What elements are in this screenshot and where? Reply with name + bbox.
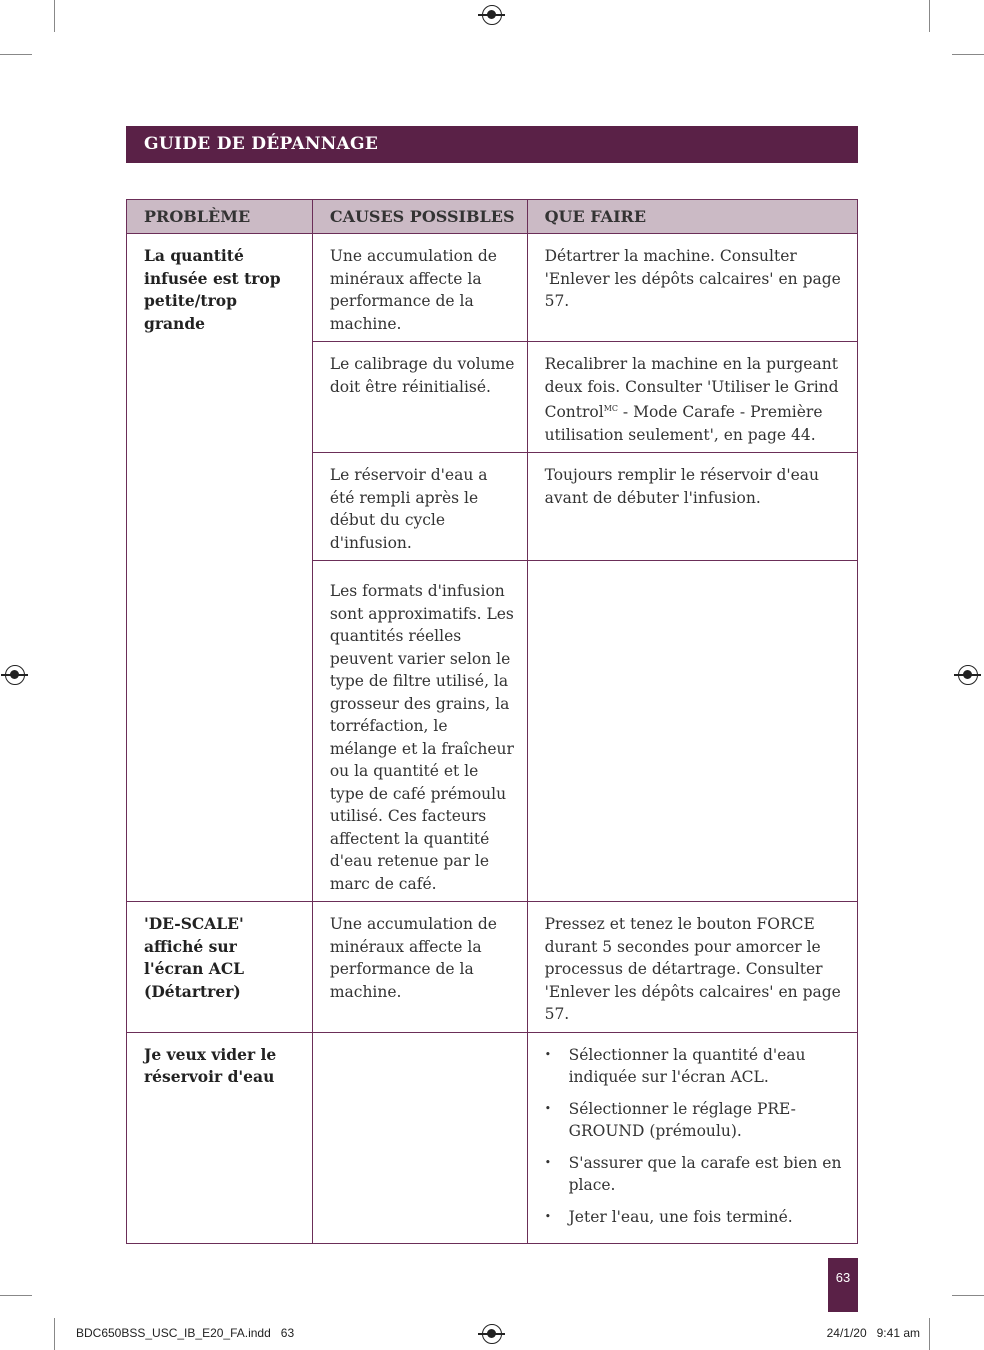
table-row <box>127 902 858 1033</box>
registration-mark-icon <box>5 665 25 685</box>
header-causes: CAUSES POSSIBLES <box>312 200 527 234</box>
bullet-item: • Jeter l'eau, une fois terminé. <box>545 1206 845 1229</box>
action-cell-empty <box>527 561 857 902</box>
section-title: GUIDE DE DÉPANNAGE <box>126 126 858 163</box>
table-row <box>127 1032 858 1244</box>
bullet-item: • S'assurer que la carafe est bien en place. <box>545 1152 845 1197</box>
bullet-item: • Sélectionner le réglage PRE-GROUND (prémoulu). <box>545 1098 845 1143</box>
problem-cell: La quantité infusée est trop petite/trop grande <box>127 234 313 902</box>
problem-cell: 'DE-SCALE' affiché sur l'écran ACL (Détartrer) <box>127 902 313 1033</box>
action-cell <box>527 342 857 453</box>
page-number: 63 <box>828 1258 858 1312</box>
cause-cell: Une accumulation de minéraux affecte la performance de la machine. <box>312 902 527 1033</box>
registration-mark-icon <box>482 1324 502 1344</box>
action-text: Recalibrer la machine en la purgeant deux fois. Consulter 'Utiliser le Grind Control <box>544 355 839 422</box>
action-cell: Détartrer la machine. Consulter 'Enlever les dépôts calcaires' en page 57. <box>527 234 857 342</box>
problem-cell: Je veux vider le réservoir d'eau <box>127 1032 313 1244</box>
registration-mark-icon <box>482 5 502 25</box>
footer-file: BDC650BSS_USC_IB_E20_FA.indd 63 <box>76 1326 295 1340</box>
header-problem: PROBLÈME <box>127 200 313 234</box>
cause-cell: Une accumulation de minéraux affecte la performance de la machine. <box>312 234 527 342</box>
crop-mark <box>952 54 984 55</box>
crop-mark <box>952 1295 984 1296</box>
table-header-row <box>127 200 858 234</box>
crop-mark <box>54 0 55 32</box>
action-cell <box>527 1032 857 1244</box>
crop-mark <box>929 0 930 32</box>
action-text: - Mode Carafe - Première utilisation seulement', en page 44. <box>544 403 823 444</box>
cause-cell: Le calibrage du volume doit être réinitialisé. <box>312 342 527 453</box>
action-cell: Toujours remplir le réservoir d'eau avant de débuter l'infusion. <box>527 453 857 561</box>
table-row <box>127 234 858 342</box>
cause-cell-empty <box>312 1032 527 1244</box>
registration-mark-icon <box>958 665 978 685</box>
bullet-item: • Sélectionner la quantité d'eau indiquée sur l'écran ACL. <box>545 1044 845 1089</box>
trademark-mc: MC <box>603 404 618 413</box>
crop-mark <box>0 54 32 55</box>
cause-cell: Le réservoir d'eau a été rempli après le début du cycle d'infusion. <box>312 453 527 561</box>
crop-mark <box>54 1318 55 1350</box>
header-actions: QUE FAIRE <box>527 200 857 234</box>
action-cell: Pressez et tenez le bouton FORCE durant 5 secondes pour amorcer le processus de détartrage. Consulter 'Enlever les dépôts calcaires' en page 57. <box>527 902 857 1033</box>
troubleshooting-table <box>126 199 858 1244</box>
crop-mark <box>929 1318 930 1350</box>
crop-mark <box>0 1295 32 1296</box>
footer-date: 24/1/20 9:41 am <box>826 1326 920 1340</box>
cause-cell: Les formats d'infusion sont approximatifs. Les quantités réelles peuvent varier selon le type de filtre utilisé, la grosseur des grains, la torréfaction, le mélange et la fraîcheur ou la quantité et le type de café prémoulu utilisé. Ces facteurs affectent la quantité d'eau retenue par le marc de café. <box>312 561 527 902</box>
action-bullet-list <box>545 1044 845 1229</box>
